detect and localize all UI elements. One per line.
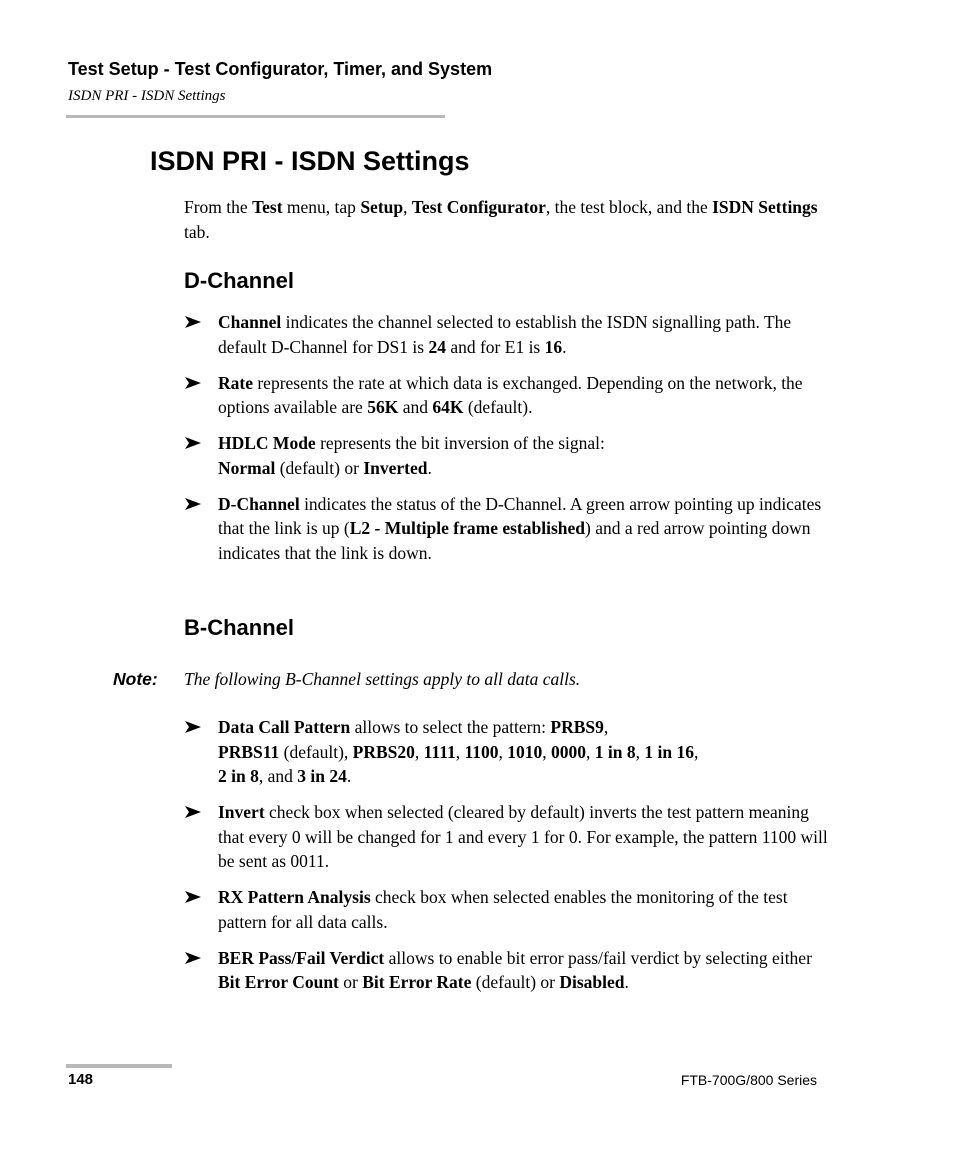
text-run: From the [184,197,253,217]
bold-term: Inverted [363,457,428,478]
b-channel-list [184,715,834,1006]
text-run: represents the rate at which data is exchanged. Depending on the network, the options available are [218,372,803,417]
text-run: , [403,197,412,217]
bold-term: 64K [432,397,464,417]
text-run: menu, tap [282,197,361,217]
chapter-title: Test Setup - Test Configurator, Timer, and System [68,59,493,79]
text-run: , [694,741,699,762]
bold-term: RX Pattern Analysis [218,887,371,907]
bold-term: PRBS9 [550,717,604,737]
bold-term: D-Channel [218,493,300,514]
bold-term: Data Call Pattern [218,717,351,737]
footer-rule [66,1064,172,1068]
bold-term: Disabled [559,972,625,992]
text-run: , [498,741,508,762]
text-run: represents the bit inversion of the signal: [315,433,605,453]
note-label: Note: [113,669,158,689]
bold-term: Bit Error Rate [362,972,472,992]
text-run: tab. [184,221,210,242]
text-run: . [427,457,432,478]
right-arrowhead-icon [184,805,202,819]
text-run: allows to select the pattern: [350,717,551,737]
list-item [184,371,834,420]
bold-term: Test [252,197,283,217]
bold-term: 24 [428,336,446,357]
list-item [184,885,834,934]
text-run: indicates the status of the D-Channel. A green arrow pointing up indicates that the link is up ( [218,493,822,538]
bold-term: 56K [367,397,399,417]
bold-term: 2 in 8 [218,766,259,786]
bold-term: Normal [218,457,276,478]
text-run: allows to enable bit error pass/fail verdict by selecting either [384,947,812,968]
text-run: , [414,741,424,762]
bold-term: 1010 [507,741,543,762]
text-run: check box when selected enables the monitoring of the test pattern for all data calls. [218,887,788,932]
text-run: (default) or [275,457,364,478]
b-channel-heading: B-Channel [184,615,294,640]
bold-term: Invert [218,802,265,822]
d-channel-list [184,310,834,577]
d-channel-heading: D-Channel [184,268,294,293]
page-number: 148 [68,1071,94,1088]
bold-term: Rate [218,372,253,393]
text-run: , [586,741,595,762]
text-run: , the test block, and the [545,197,713,217]
header-rule [66,115,445,118]
text-run: (default), [279,741,353,762]
bold-term: 1 in 8 [594,741,636,762]
list-item [184,310,834,359]
bold-term: 16 [544,336,563,357]
text-run: , [455,741,465,762]
bold-term: Channel [218,312,282,332]
text-run: . [624,972,629,992]
text-run: , [635,741,645,762]
list-item [184,715,834,789]
text-run: (default) or [471,972,560,992]
section-subtitle: ISDN PRI - ISDN Settings [68,88,226,104]
page-title: ISDN PRI - ISDN Settings [150,146,470,176]
bold-term: 0000 [551,741,587,762]
right-arrowhead-icon [184,720,202,734]
right-arrowhead-icon [184,376,202,390]
list-item [184,946,834,995]
text-run: , [542,741,552,762]
list-item [184,800,834,874]
right-arrowhead-icon [184,436,202,450]
text-run: and for E1 is [445,336,545,357]
bold-term: 1100 [464,741,499,762]
list-item [184,431,834,480]
text-run: . [346,766,352,786]
bold-term: 1 in 16 [644,741,695,762]
bold-term: BER Pass/Fail Verdict [218,947,385,968]
text-run: ) and a red arrow pointing down indicates that the link is down. [218,518,811,563]
bold-term: L2 - Multiple frame established [349,518,585,538]
bold-term: Setup [360,197,404,217]
text-run: , and [258,766,298,786]
bold-term: HDLC Mode [218,433,316,453]
bold-term: Bit Error Count [218,972,339,992]
text-run: indicates the channel selected to establish the ISDN signalling path. The default D-Channel for DS1 is [218,312,792,357]
bold-term: ISDN Settings [712,197,818,217]
text-run: , [603,717,609,737]
bold-term: PRBS20 [352,741,415,762]
bold-term: Test Configurator [411,197,546,217]
bold-term: 1111 [423,741,456,762]
intro-paragraph [184,195,844,244]
note-text: The following B-Channel settings apply to all data calls. [184,669,581,689]
bold-term: 3 in 24 [297,766,347,786]
right-arrowhead-icon [184,951,202,965]
product-name: FTB-700G/800 Series [680,1072,817,1088]
text-run: and [398,397,433,417]
list-item [184,492,834,566]
right-arrowhead-icon [184,890,202,904]
text-run: (default). [463,397,533,417]
right-arrowhead-icon [184,497,202,511]
text-run: check box when selected (cleared by default) inverts the test pattern meaning that every 0 will be changed for 1 and every 1 for 0. For example, the pattern 1100 will be sent as 0011. [218,802,828,871]
bold-term: PRBS11 [218,741,280,762]
right-arrowhead-icon [184,315,202,329]
text-run: . [562,336,567,357]
running-header [68,58,492,106]
text-run: or [338,972,363,992]
